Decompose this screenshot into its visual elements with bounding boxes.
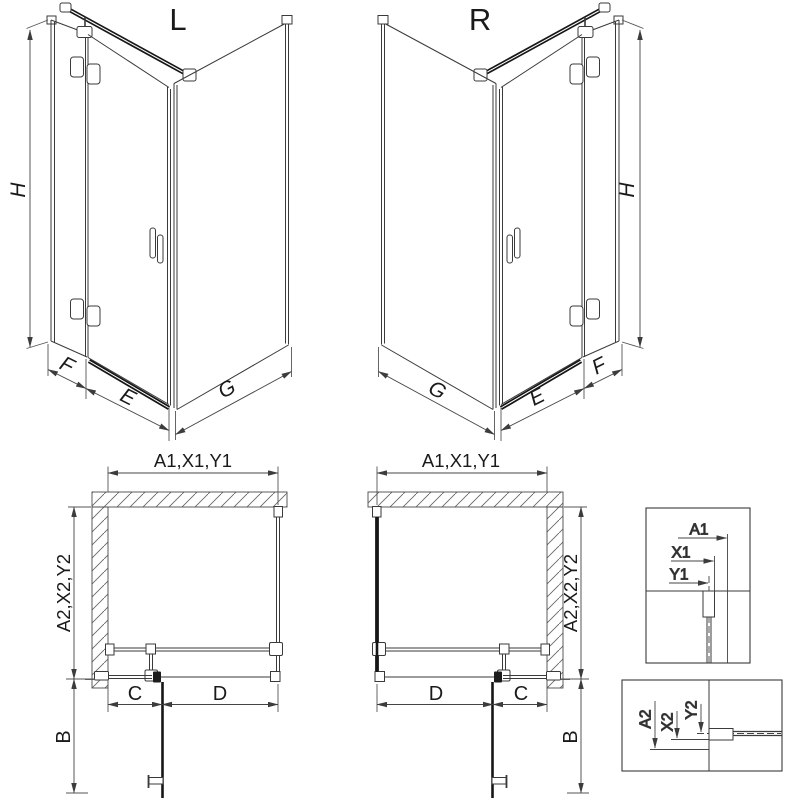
wall-side-left-plan — [92, 507, 108, 688]
iso-view-left — [7, 2, 292, 441]
dim-label-door-left: E — [116, 383, 140, 411]
dim-label-c-left-plan: C — [127, 683, 143, 705]
dim-label-door-right: E — [525, 383, 549, 411]
plan-view-right — [368, 450, 589, 798]
dim-label-height-left: H — [7, 182, 30, 198]
dim-label-side-left: G — [214, 375, 240, 404]
dim-label-d-right-plan: D — [428, 683, 444, 705]
dim-label-width-left-plan: A1,X1,Y1 — [153, 450, 233, 471]
dim-label-side-right: G — [424, 376, 450, 405]
detail-view-width — [646, 508, 750, 663]
wall-profile-section — [709, 729, 733, 741]
wall-profile-section — [703, 591, 715, 617]
detail-view-depth — [622, 680, 782, 771]
dim-label-swing-right-plan: B — [560, 730, 582, 744]
iso-view-right — [378, 2, 644, 441]
detail-label-y1: Y1 — [669, 566, 689, 584]
wall-top-right-plan — [368, 492, 563, 507]
dim-label-depth-right-plan: A2,X2,Y2 — [560, 553, 581, 633]
detail-label-x2: X2 — [659, 712, 677, 732]
dim-label-c-right-plan: C — [513, 683, 529, 705]
dim-label-swing-left-plan: B — [53, 730, 75, 744]
dim-label-width-right-plan: A1,X1,Y1 — [421, 450, 501, 471]
dim-label-depth-left-plan: A2,X2,Y2 — [53, 553, 74, 633]
detail-label-a1: A1 — [689, 521, 709, 539]
detail-label-x1: X1 — [671, 544, 691, 562]
dim-label-fixed-right: F — [588, 353, 610, 380]
wall-top-left-plan — [92, 492, 287, 507]
version-label-right: R — [468, 2, 492, 37]
dim-label-fixed-left: F — [56, 352, 78, 379]
detail-label-y2: Y2 — [683, 700, 701, 720]
dim-label-height-right: H — [616, 182, 639, 198]
dim-label-d-left-plan: D — [212, 683, 228, 705]
plan-view-left — [53, 450, 287, 798]
detail-label-a2: A2 — [637, 709, 655, 729]
version-label-left: L — [169, 2, 187, 37]
